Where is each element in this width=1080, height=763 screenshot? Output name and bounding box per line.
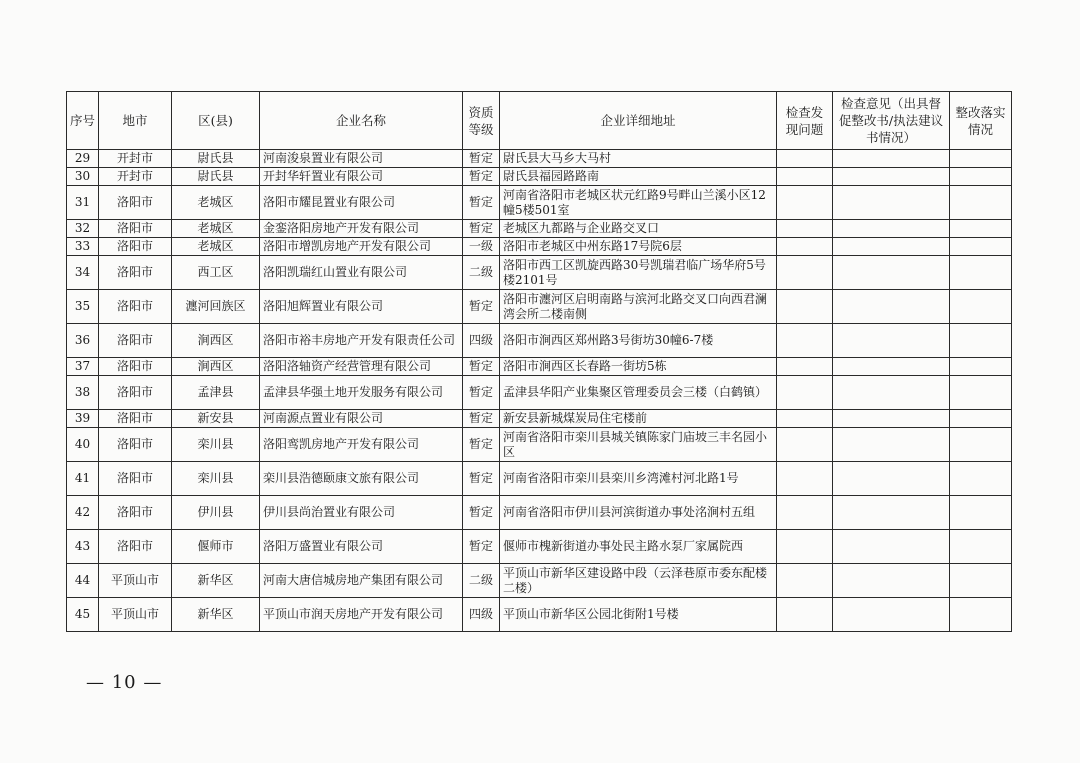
cell-rectify [950,324,1012,358]
cell-rectify [950,256,1012,290]
table-row [67,564,1012,598]
cell-city: 洛阳市 [99,496,172,530]
cell-opinion [833,496,950,530]
cell-grade: 暂定 [463,220,500,238]
cell-district: 涧西区 [172,358,260,376]
cell-seq: 36 [67,324,99,358]
cell-company: 洛阳市耀昆置业有限公司 [260,186,463,220]
table-row [67,410,1012,428]
table-row [67,168,1012,186]
cell-district: 老城区 [172,186,260,220]
cell-city: 洛阳市 [99,290,172,324]
cell-rectify [950,376,1012,410]
header-seq: 序号 [67,92,99,150]
cell-issues [777,496,833,530]
cell-seq: 30 [67,168,99,186]
cell-seq: 34 [67,256,99,290]
cell-rectify [950,530,1012,564]
cell-grade: 暂定 [463,410,500,428]
cell-opinion [833,186,950,220]
cell-grade: 二级 [463,564,500,598]
table-body [67,150,1012,632]
table-row [67,290,1012,324]
cell-grade: 暂定 [463,168,500,186]
cell-address: 河南省洛阳市栾川县城关镇陈家门庙坡三丰名园小区 [500,428,777,462]
cell-address: 洛阳市老城区中州东路17号院6层 [500,238,777,256]
cell-city: 洛阳市 [99,462,172,496]
cell-address: 新安县新城煤炭局住宅楼前 [500,410,777,428]
cell-address: 河南省洛阳市伊川县河滨街道办事处洺涧村五组 [500,496,777,530]
cell-grade: 四级 [463,324,500,358]
cell-district: 尉氏县 [172,168,260,186]
cell-opinion [833,324,950,358]
cell-seq: 41 [67,462,99,496]
cell-issues [777,462,833,496]
cell-rectify [950,428,1012,462]
cell-grade: 暂定 [463,186,500,220]
cell-rectify [950,290,1012,324]
cell-issues [777,238,833,256]
cell-company: 开封华轩置业有限公司 [260,168,463,186]
cell-opinion [833,358,950,376]
cell-company: 洛阳万盛置业有限公司 [260,530,463,564]
cell-company: 河南源点置业有限公司 [260,410,463,428]
cell-address: 尉氏县福园路路南 [500,168,777,186]
cell-district: 瀍河回族区 [172,290,260,324]
cell-seq: 37 [67,358,99,376]
cell-city: 洛阳市 [99,238,172,256]
cell-issues [777,324,833,358]
cell-opinion [833,564,950,598]
cell-issues [777,290,833,324]
cell-issues [777,220,833,238]
cell-opinion [833,256,950,290]
cell-seq: 44 [67,564,99,598]
cell-rectify [950,238,1012,256]
cell-city: 洛阳市 [99,428,172,462]
cell-city: 洛阳市 [99,220,172,238]
cell-opinion [833,150,950,168]
cell-opinion [833,462,950,496]
cell-seq: 40 [67,428,99,462]
cell-city: 洛阳市 [99,186,172,220]
cell-opinion [833,428,950,462]
cell-district: 新华区 [172,564,260,598]
cell-address: 洛阳市涧西区长春路一街坊5栋 [500,358,777,376]
cell-opinion [833,410,950,428]
cell-seq: 29 [67,150,99,168]
cell-seq: 32 [67,220,99,238]
cell-grade: 暂定 [463,150,500,168]
cell-address: 老城区九都路与企业路交叉口 [500,220,777,238]
cell-issues [777,186,833,220]
table-row [67,428,1012,462]
cell-company: 洛阳洛轴资产经营管理有限公司 [260,358,463,376]
cell-address: 偃师市槐新街道办事处民主路水泵厂家属院西 [500,530,777,564]
cell-address: 尉氏县大马乡大马村 [500,150,777,168]
cell-rectify [950,410,1012,428]
cell-company: 伊川县尚治置业有限公司 [260,496,463,530]
cell-rectify [950,220,1012,238]
cell-rectify [950,358,1012,376]
cell-opinion [833,290,950,324]
cell-address: 洛阳市瀍河区启明南路与滨河北路交叉口向西君澜湾会所二楼南侧 [500,290,777,324]
cell-seq: 43 [67,530,99,564]
cell-issues [777,410,833,428]
cell-district: 尉氏县 [172,150,260,168]
cell-seq: 33 [67,238,99,256]
table-row [67,256,1012,290]
cell-company: 金銮洛阳房地产开发有限公司 [260,220,463,238]
cell-city: 洛阳市 [99,530,172,564]
cell-district: 新华区 [172,598,260,632]
cell-issues [777,150,833,168]
cell-address: 洛阳市西工区凯旋西路30号凯瑞君临广场华府5号楼2101号 [500,256,777,290]
cell-city: 洛阳市 [99,410,172,428]
page-number: — 10 — [86,672,163,693]
cell-issues [777,256,833,290]
cell-rectify [950,462,1012,496]
cell-issues [777,598,833,632]
cell-issues [777,530,833,564]
cell-company: 洛阳凯瑞红山置业有限公司 [260,256,463,290]
cell-district: 栾川县 [172,462,260,496]
cell-district: 老城区 [172,238,260,256]
cell-address: 洛阳市涧西区郑州路3号街坊30幢6-7楼 [500,324,777,358]
cell-seq: 42 [67,496,99,530]
cell-seq: 45 [67,598,99,632]
cell-seq: 35 [67,290,99,324]
cell-city: 洛阳市 [99,324,172,358]
cell-rectify [950,564,1012,598]
cell-grade: 暂定 [463,376,500,410]
cell-district: 涧西区 [172,324,260,358]
header-opinion: 检查意见（出具督促整改书/执法建议书情况） [833,92,950,150]
cell-company: 洛阳鸾凯房地产开发有限公司 [260,428,463,462]
cell-grade: 二级 [463,256,500,290]
header-district: 区(县) [172,92,260,150]
header-address: 企业详细地址 [500,92,777,150]
cell-rectify [950,496,1012,530]
table-row [67,358,1012,376]
cell-opinion [833,238,950,256]
table-row [67,376,1012,410]
cell-opinion [833,168,950,186]
cell-district: 新安县 [172,410,260,428]
cell-issues [777,358,833,376]
table-row [67,324,1012,358]
table-header-row [67,92,1012,150]
cell-city: 开封市 [99,150,172,168]
cell-issues [777,168,833,186]
table-row [67,598,1012,632]
header-city: 地市 [99,92,172,150]
cell-district: 老城区 [172,220,260,238]
header-rectify: 整改落实情况 [950,92,1012,150]
table-row [67,530,1012,564]
cell-rectify [950,168,1012,186]
cell-city: 开封市 [99,168,172,186]
cell-address: 平顶山市新华区公园北街附1号楼 [500,598,777,632]
cell-seq: 38 [67,376,99,410]
cell-opinion [833,530,950,564]
cell-city: 平顶山市 [99,564,172,598]
cell-address: 孟津县华阳产业集聚区管理委员会三楼（白鹤镇） [500,376,777,410]
cell-district: 栾川县 [172,428,260,462]
cell-opinion [833,598,950,632]
cell-seq: 39 [67,410,99,428]
cell-company: 河南大唐信城房地产集团有限公司 [260,564,463,598]
cell-rectify [950,598,1012,632]
cell-company: 孟津县华强土地开发服务有限公司 [260,376,463,410]
table-row [67,496,1012,530]
cell-grade: 暂定 [463,530,500,564]
cell-grade: 暂定 [463,496,500,530]
cell-grade: 暂定 [463,290,500,324]
cell-issues [777,428,833,462]
cell-district: 孟津县 [172,376,260,410]
cell-opinion [833,376,950,410]
table-row [67,150,1012,168]
header-company: 企业名称 [260,92,463,150]
cell-district: 偃师市 [172,530,260,564]
cell-grade: 暂定 [463,358,500,376]
cell-address: 河南省洛阳市老城区状元红路9号畔山兰溪小区12幢5楼501室 [500,186,777,220]
header-grade: 资质等级 [463,92,500,150]
cell-district: 西工区 [172,256,260,290]
header-issues: 检查发现问题 [777,92,833,150]
cell-company: 洛阳旭辉置业有限公司 [260,290,463,324]
cell-company: 栾川县浩德颐康文旅有限公司 [260,462,463,496]
cell-issues [777,564,833,598]
cell-company: 洛阳市裕丰房地产开发有限责任公司 [260,324,463,358]
cell-district: 伊川县 [172,496,260,530]
inspection-table [66,91,1012,632]
cell-seq: 31 [67,186,99,220]
cell-company: 河南浚泉置业有限公司 [260,150,463,168]
table-row [67,186,1012,220]
cell-rectify [950,150,1012,168]
cell-city: 洛阳市 [99,256,172,290]
cell-grade: 暂定 [463,428,500,462]
cell-grade: 一级 [463,238,500,256]
cell-rectify [950,186,1012,220]
table-row [67,462,1012,496]
cell-issues [777,376,833,410]
cell-city: 洛阳市 [99,376,172,410]
cell-grade: 暂定 [463,462,500,496]
cell-address: 平顶山市新华区建设路中段（云泽巷原市委东配楼二楼） [500,564,777,598]
cell-company: 洛阳市增凯房地产开发有限公司 [260,238,463,256]
cell-address: 河南省洛阳市栾川县栾川乡湾滩村河北路1号 [500,462,777,496]
cell-city: 洛阳市 [99,358,172,376]
cell-city: 平顶山市 [99,598,172,632]
cell-opinion [833,220,950,238]
cell-company: 平顶山市润天房地产开发有限公司 [260,598,463,632]
cell-grade: 四级 [463,598,500,632]
table-row [67,238,1012,256]
table-row [67,220,1012,238]
